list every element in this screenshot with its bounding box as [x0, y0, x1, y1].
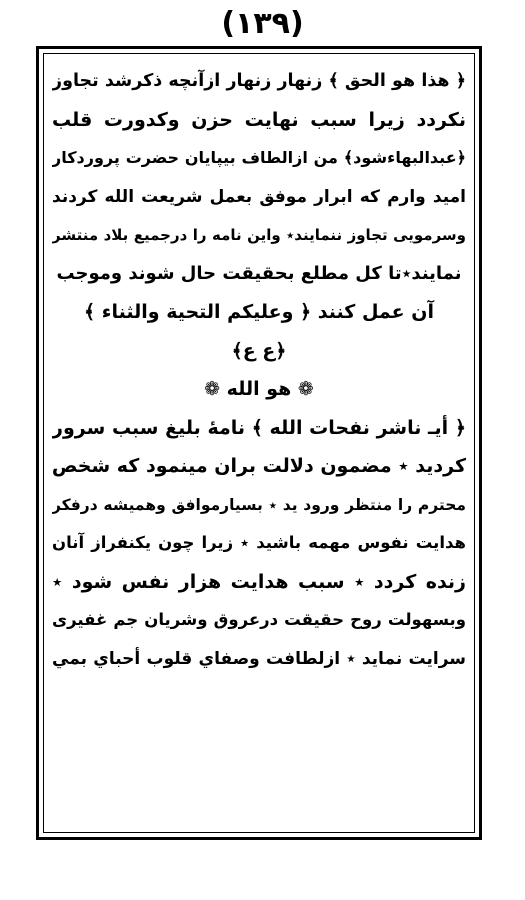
text-line: محترم را منتظر ورود ید ٭ بسیارموافق وهمیشه درفکر: [52, 495, 466, 514]
text-line: نمایند٭تا کل مطلع بحقیقت حال شوند وموجب: [56, 262, 462, 284]
text-line: زنده کردد ٭ سبب هدایت هزار نفس شود ٭: [52, 570, 466, 593]
text-line: هدایت نفوس مهمه باشید ٭ زیرا چون یکنفراز آنان: [52, 533, 466, 552]
text-line: کردید ٭ مضمون دلالت بران مینمود که شخص: [52, 455, 466, 477]
text-line: وبسهولت روح حقیقت درعروق وشریان جم غفیری: [52, 610, 466, 629]
text-line: وسرمویی تجاوز ننمایند٭ واین نامه را درجمیع بلاد منتشر: [52, 226, 466, 244]
text-line: ﴿عبدالبهاءشود﴾ من ازالطاف بیپایان حضرت پروردکار: [52, 148, 466, 167]
signature-line: ﴿ع ع﴾: [231, 339, 287, 362]
text-line: آن عمل کنند ﴿ وعليكم التحية والثناء ﴾: [84, 301, 434, 323]
text-line: نکردد زیرا سبب نهایت حزن وکدورت قلب: [52, 108, 466, 131]
text-line: ﴿ هذا هو الحق ﴾ زنهار زنهار ازآنچه ذکرشد تجاوز: [52, 71, 466, 91]
text-line: امید وارم که ابرار موفق بعمل شریعت الله کردند: [52, 186, 466, 207]
page-number: (١٣٩): [221, 6, 304, 41]
text-body: [52, 62, 466, 678]
text-line: ﴿ أيـ ناشر نفحات الله ﴾ نامهٔ بليغ سبب سرور: [52, 416, 466, 439]
text-line: سرایت نماید ٭ ازلطافت وصفاي قلوب أحباي بمي: [52, 648, 466, 669]
section-heading: ❁ هو الله ❁: [204, 378, 314, 400]
